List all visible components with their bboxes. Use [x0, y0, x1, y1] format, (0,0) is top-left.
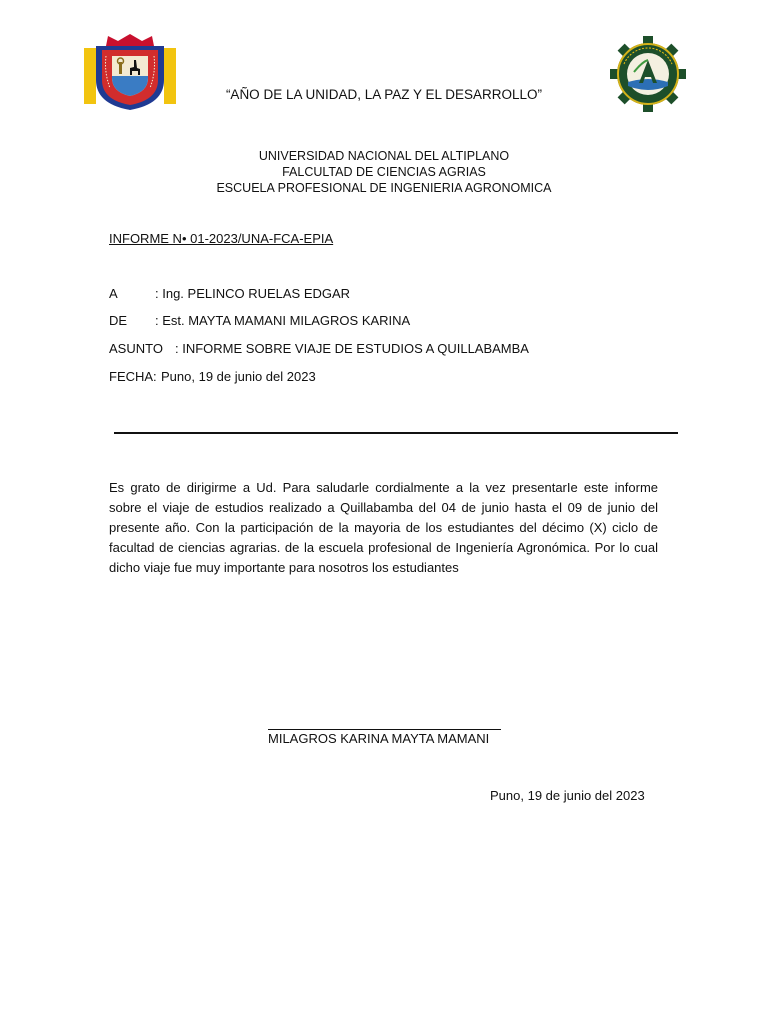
subject-value: : INFORME SOBRE VIAJE DE ESTUDIOS A QUILLABAMBA — [175, 341, 529, 356]
subject-label: ASUNTO — [109, 341, 163, 356]
to-value: : Ing. PELINCO RUELAS EDGAR — [155, 286, 351, 301]
report-number: INFORME N• 01-2023/UNA-FCA-EPIA — [109, 231, 334, 246]
faculty-name: FALCULTAD DE CIENCIAS AGRIAS — [282, 165, 486, 179]
closing-date: Puno, 19 de junio del 2023 — [490, 788, 645, 803]
from-label: DE — [109, 313, 128, 328]
university-name: UNIVERSIDAD NACIONAL DEL ALTIPLANO — [258, 149, 510, 163]
school-name: ESCUELA PROFESIONAL DE INGENIERIA AGRONOMICA — [216, 181, 552, 195]
horizontal-divider — [114, 432, 678, 434]
body-paragraph: Es grato de dirigirme a Ud. Para saludarle cordialmente a la vez presentarIe este informe sobre el viaje de estudios realizado a Quillabamba del 04 de junio hasta el 09 de junio del presente año. Con la participación de la mayoria de los estudiantes del décimo (X) ciclo de facultad de ciencias agrarias. de la escuela profesional de Ingeniería Agronómica. Por lo cual dicho viaje fue muy importante para nosotros los estudiantes — [109, 480, 658, 575]
signatory-name: MILAGROS KARINA MAYTA MAMANI — [268, 731, 490, 746]
to-label: A — [109, 286, 118, 301]
year-motto: “AÑO DE LA UNIDAD, LA PAZ Y EL DESARROLLO” — [225, 87, 543, 102]
date-value: Puno, 19 de junio del 2023 — [161, 369, 316, 384]
from-value: : Est. MAYTA MAMANI MILAGROS KARINA — [155, 313, 411, 328]
date-label: FECHA: — [109, 369, 157, 384]
